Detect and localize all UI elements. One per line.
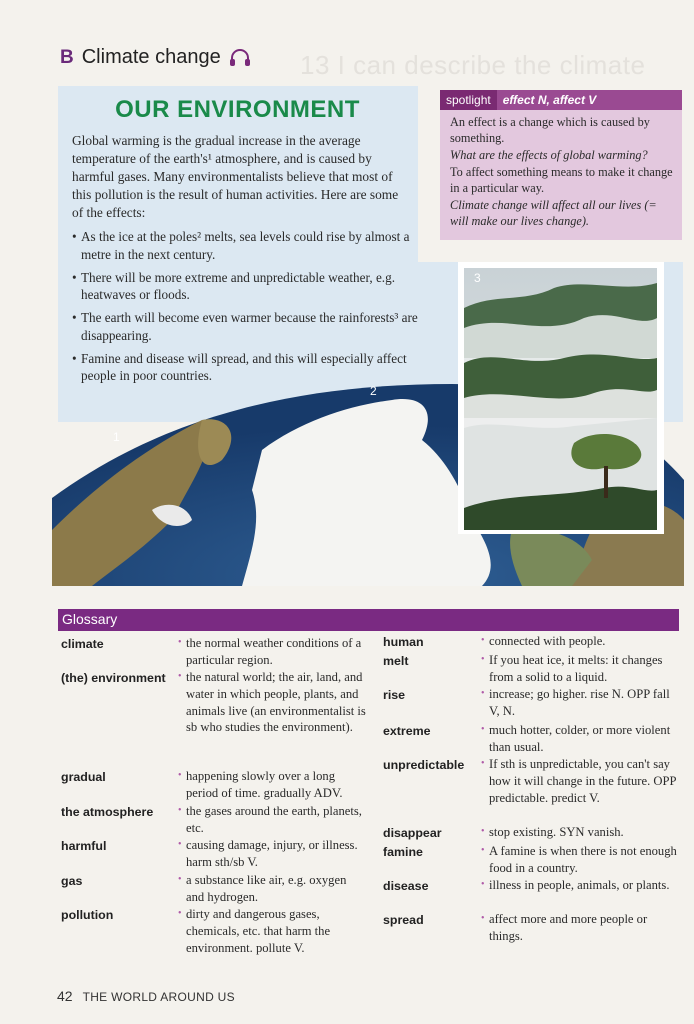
page-number: 42 <box>57 988 73 1004</box>
spotlight-example: What are the effects of global warming? <box>450 148 648 162</box>
effect-item: • As the ice at the poles² melts, sea levels could rise by almost a metre in the next century. <box>72 228 417 263</box>
glossary-definition: • increase; go higher. rise N. OPP fall V, N. <box>489 686 679 720</box>
spotlight-header <box>440 90 682 110</box>
page-footer <box>57 988 235 1004</box>
glossary-definition: • the gases around the earth, planets, etc. <box>186 803 366 837</box>
glossary-definition: • the normal weather conditions of a particular region. <box>186 635 366 669</box>
glossary-definition: • A famine is when there is not enough food in a country. <box>489 843 679 877</box>
glossary-definition: • connected with people. <box>489 633 679 650</box>
glossary-header-bar <box>58 609 679 631</box>
glossary-definition: • happening slowly over a long period of time. gradually ADV. <box>186 768 366 802</box>
glossary-definition: • affect more and more people or things. <box>489 911 679 945</box>
glossary-term: pollution <box>61 908 114 922</box>
glossary-term: melt <box>383 654 409 668</box>
effect-item: • Famine and disease will spread, and this will especially affect people in poor countries. <box>72 350 442 385</box>
effect-item: • The earth will become even warmer because the rainforests³ are disappearing. <box>72 309 442 344</box>
glossary-term: climate <box>61 637 104 651</box>
article-title: OUR ENVIRONMENT <box>115 96 360 123</box>
glossary-term: gas <box>61 874 83 888</box>
section-letter: B <box>60 46 74 68</box>
glossary-term: unpredictable <box>383 758 465 772</box>
spotlight-box <box>440 90 682 240</box>
glossary-term: harmful <box>61 839 107 853</box>
spotlight-heading: effect N, affect V <box>502 93 597 107</box>
earth-label-1: 1 <box>113 430 120 444</box>
spotlight-line: To affect something means to make it change in a particular way. <box>450 165 673 195</box>
section-title: Climate change <box>81 46 221 68</box>
glossary-definition: • dirty and dangerous gases, chemicals, etc. that harm the environment. pollute V. <box>186 906 366 956</box>
bleed-through-text: 13 I can describe the climate <box>300 50 646 80</box>
glossary-term: extreme <box>383 724 431 738</box>
glossary-definition: • If sth is unpredictable, you can't say how it will change in the future. OPP predictable. predict V. <box>489 756 679 806</box>
glossary-term: human <box>383 635 424 649</box>
glossary-definition: • illness in people, animals, or plants. <box>489 877 679 894</box>
glossary-definition: • stop existing. SYN vanish. <box>489 824 679 841</box>
glossary-term: famine <box>383 845 423 859</box>
glossary-definition: • If you heat ice, it melts: it changes from a solid to a liquid. <box>489 652 679 686</box>
glossary-definition: • a substance like air, e.g. oxygen and hydrogen. <box>186 872 366 906</box>
unit-label: THE WORLD AROUND US <box>82 990 235 1004</box>
section-header <box>60 46 251 69</box>
spotlight-example: Climate change will affect all our lives (= will make our lives change). <box>450 198 657 228</box>
earth-label-2: 2 <box>370 384 377 398</box>
glossary-title: Glossary <box>62 611 118 627</box>
spotlight-line: An effect is a change which is caused by something. <box>450 115 650 145</box>
glossary-term: gradual <box>61 770 106 784</box>
article-intro: Global warming is the gradual increase in the average temperature of the earth's¹ atmosphere, and is caused by harmful gases. Many environmentalists believe that most of this pollution is the result of human activities. Here are some of the effects: <box>72 133 399 220</box>
glossary-definition: • much hotter, colder, or more violent than usual. <box>489 722 679 756</box>
glossary-term: rise <box>383 688 406 702</box>
glossary-term: spread <box>383 913 424 927</box>
glossary-term: disappear <box>383 826 442 840</box>
rainforest-image <box>464 268 657 530</box>
glossary-definition: • the natural world; the air, land, and water in which people, plants, and animals live (an environmentalist is sb who studies the environment). <box>186 669 366 736</box>
forest-label-3: 3 <box>474 271 481 285</box>
effects-list <box>72 228 442 390</box>
headphones-icon[interactable] <box>229 48 251 68</box>
glossary-term: (the) environment <box>61 671 166 685</box>
glossary-term: disease <box>383 879 429 893</box>
effect-item: • There will be more extreme and unpredictable weather, e.g. heatwaves or floods. <box>72 269 442 304</box>
glossary-term: the atmosphere <box>61 805 154 819</box>
spotlight-tag: spotlight <box>440 90 497 110</box>
spotlight-text <box>450 114 676 230</box>
glossary-definition: • causing damage, injury, or illness. harm sth/sb V. <box>186 837 366 871</box>
